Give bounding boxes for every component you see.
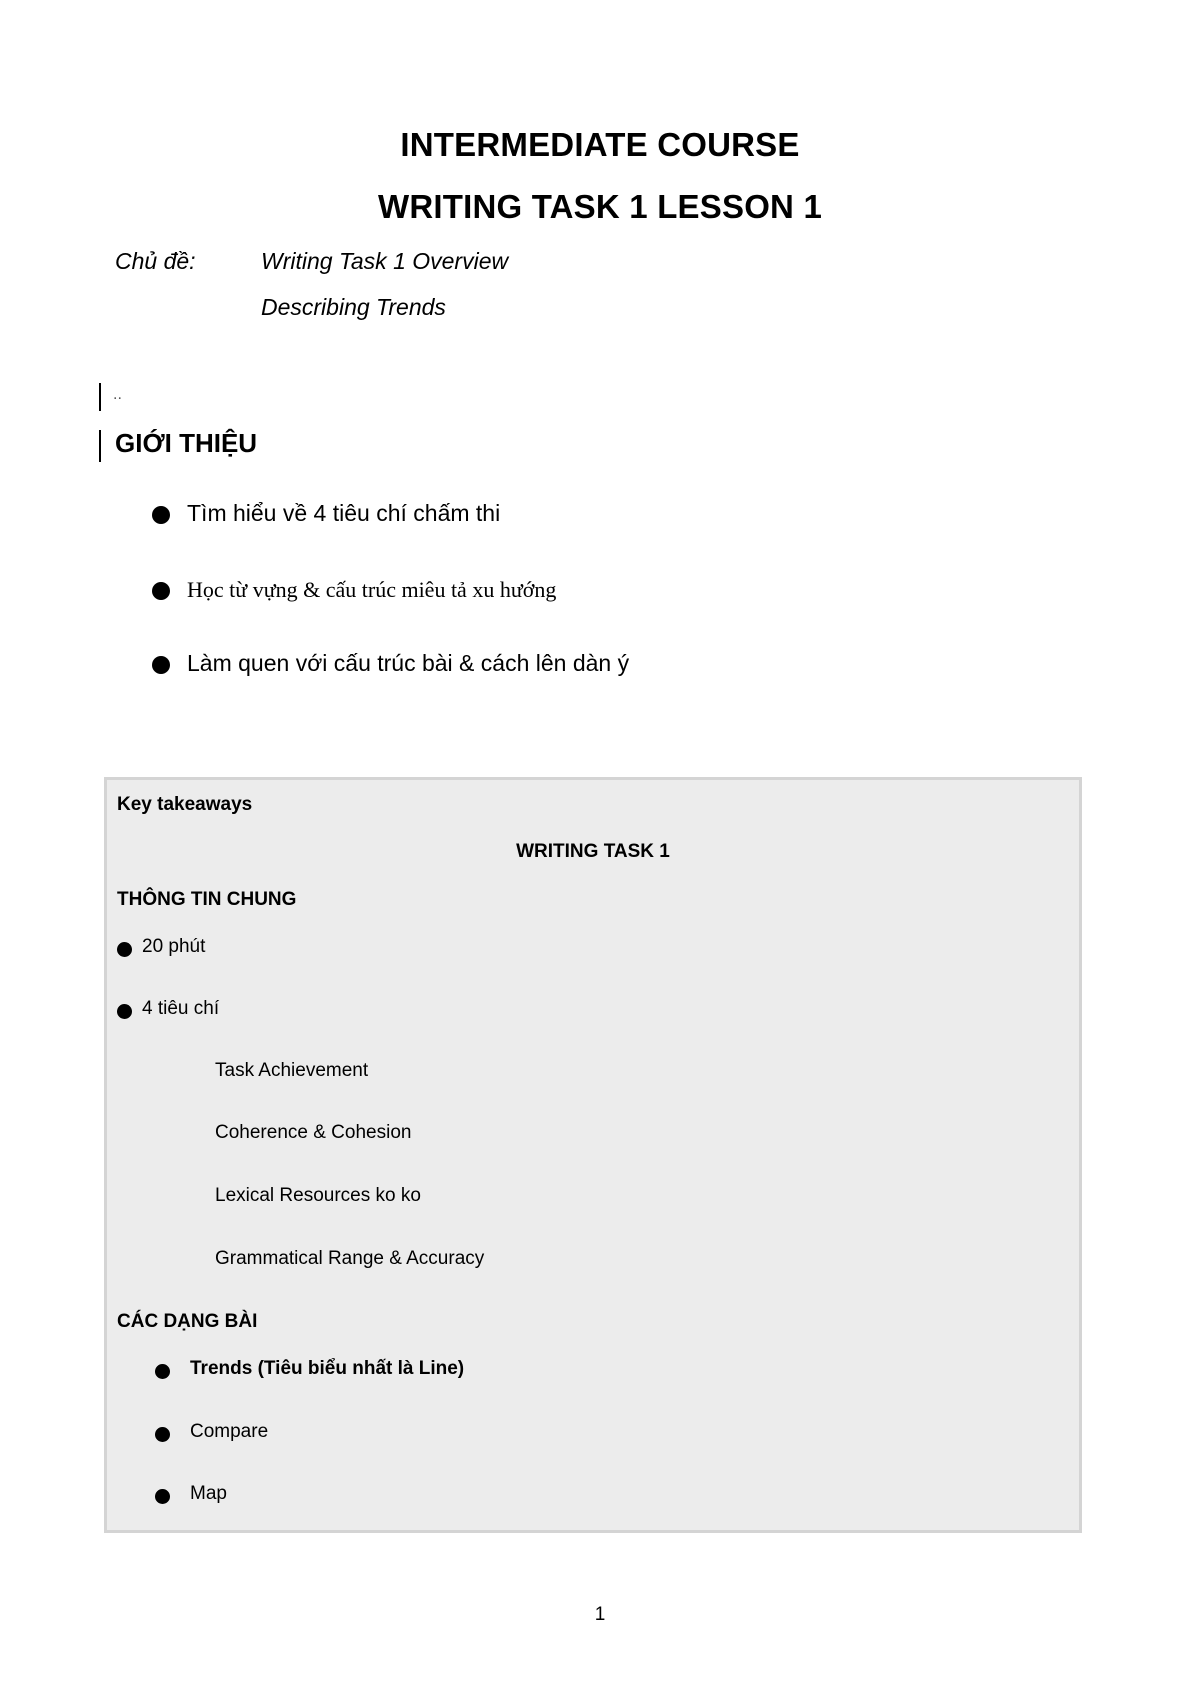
general-item-time: 20 phút	[142, 936, 206, 957]
general-info-heading: THÔNG TIN CHUNG	[117, 889, 297, 910]
task-type-map: Map	[190, 1483, 227, 1504]
task-type-compare: Compare	[190, 1421, 269, 1442]
bullet-icon	[117, 942, 132, 957]
intro-item-1: Tìm hiểu về 4 tiêu chí chấm thi	[187, 500, 501, 526]
bullet-icon	[152, 656, 170, 674]
topic-line-1: Writing Task 1 Overview	[261, 248, 509, 274]
task-types-heading: CÁC DẠNG BÀI	[117, 1311, 258, 1332]
page-number: 1	[594, 1604, 606, 1625]
intro-heading: GIỚI THIỆU	[115, 428, 258, 458]
bullet-icon	[155, 1427, 170, 1442]
topic-label: Chủ đề:	[115, 248, 196, 274]
bullet-icon	[155, 1364, 170, 1379]
general-item-criteria: 4 tiêu chí	[142, 998, 220, 1019]
course-title: INTERMEDIATE COURSE	[400, 126, 800, 163]
takeaways-title: WRITING TASK 1	[516, 841, 670, 862]
intro-item-3: Làm quen với cấu trúc bài & cách lên dàn ý	[187, 650, 630, 676]
heading-marker-bar	[99, 430, 101, 462]
topic-line-2: Describing Trends	[261, 294, 446, 320]
intro-item-2: Học từ vựng & cấu trúc miêu tả xu hướng	[187, 577, 557, 602]
criterion-3: Lexical Resources ko ko	[215, 1185, 421, 1206]
takeaways-label: Key takeaways	[117, 794, 253, 815]
bullet-icon	[155, 1489, 170, 1504]
comment-marker-bar	[99, 383, 101, 411]
lesson-title: WRITING TASK 1 LESSON 1	[377, 188, 823, 225]
bullet-icon	[152, 582, 170, 600]
comment-marker: ..	[113, 386, 122, 403]
criterion-1: Task Achievement	[215, 1060, 369, 1081]
criterion-4: Grammatical Range & Accuracy	[215, 1248, 485, 1269]
bullet-icon	[152, 506, 170, 524]
bullet-icon	[117, 1004, 132, 1019]
criterion-2: Coherence & Cohesion	[215, 1122, 412, 1143]
task-type-trends: Trends (Tiêu biểu nhất là Line)	[190, 1358, 465, 1379]
